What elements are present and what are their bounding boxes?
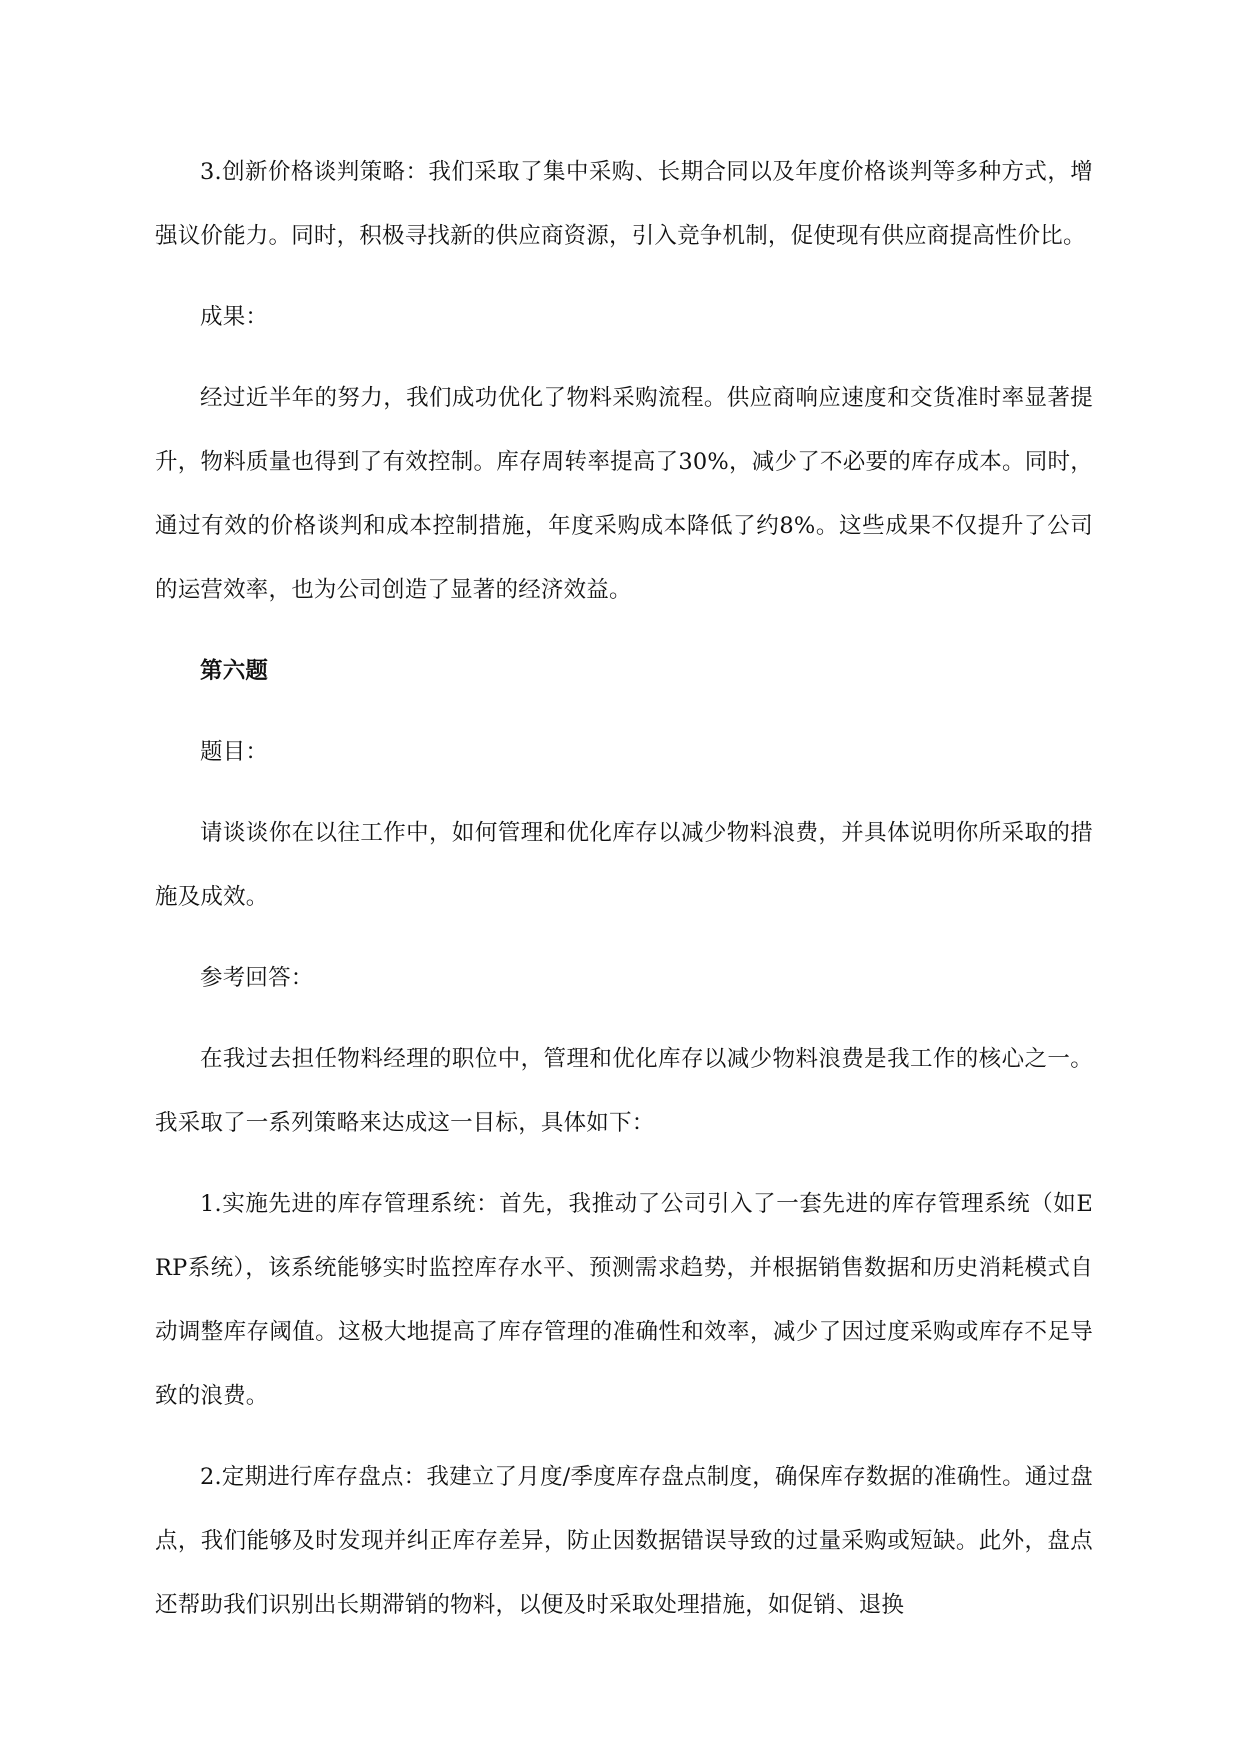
paragraph-answer-intro: 在我过去担任物料经理的职位中，管理和优化库存以减少物料浪费是我工作的核心之一。我采取了一系列策略来达成这一目标，具体如下： xyxy=(155,1046,1093,1136)
paragraph-results-label: 成果： xyxy=(200,304,269,330)
paragraph-answer-label: 参考回答： xyxy=(200,965,314,991)
paragraph-measure-1: 1.实施先进的库存管理系统：首先，我推动了公司引入了一套先进的库存管理系统（如ERP系统），该系统能够实时监控库存水平、预测需求趋势，并根据销售数据和历史消耗模式自动调整库存阈值。这极大地提高了库存管理的准确性和效率，减少了因过度采购或库存不足导致的浪费。 xyxy=(155,1191,1093,1409)
paragraph-strategy-3: 3.创新价格谈判策略：我们采取了集中采购、长期合同以及年度价格谈判等多种方式，增强议价能力。同时，积极寻找新的供应商资源，引入竞争机制，促使现有供应商提高性价比。 xyxy=(155,159,1093,249)
paragraph-results-body: 经过近半年的努力，我们成功优化了物料采购流程。供应商响应速度和交货准时率显著提升，物料质量也得到了有效控制。库存周转率提高了30%，减少了不必要的库存成本。同时，通过有效的价格谈判和成本控制措施，年度采购成本降低了约8%。这些成果不仅提升了公司的运营效率，也为公司创造了显著的经济效益。 xyxy=(155,385,1093,603)
document-body xyxy=(155,140,1093,1637)
paragraph-question-body: 请谈谈你在以往工作中，如何管理和优化库存以减少物料浪费，并具体说明你所采取的措施及成效。 xyxy=(155,820,1093,910)
paragraph-measure-2: 2.定期进行库存盘点：我建立了月度/季度库存盘点制度，确保库存数据的准确性。通过盘点，我们能够及时发现并纠正库存差异，防止因数据错误导致的过量采购或短缺。此外，盘点还帮助我们识别出长期滞销的物料，以便及时采取处理措施，如促销、退换 xyxy=(155,1464,1093,1618)
section-heading-question-6: 第六题 xyxy=(200,658,269,684)
paragraph-question-label: 题目： xyxy=(200,739,269,765)
